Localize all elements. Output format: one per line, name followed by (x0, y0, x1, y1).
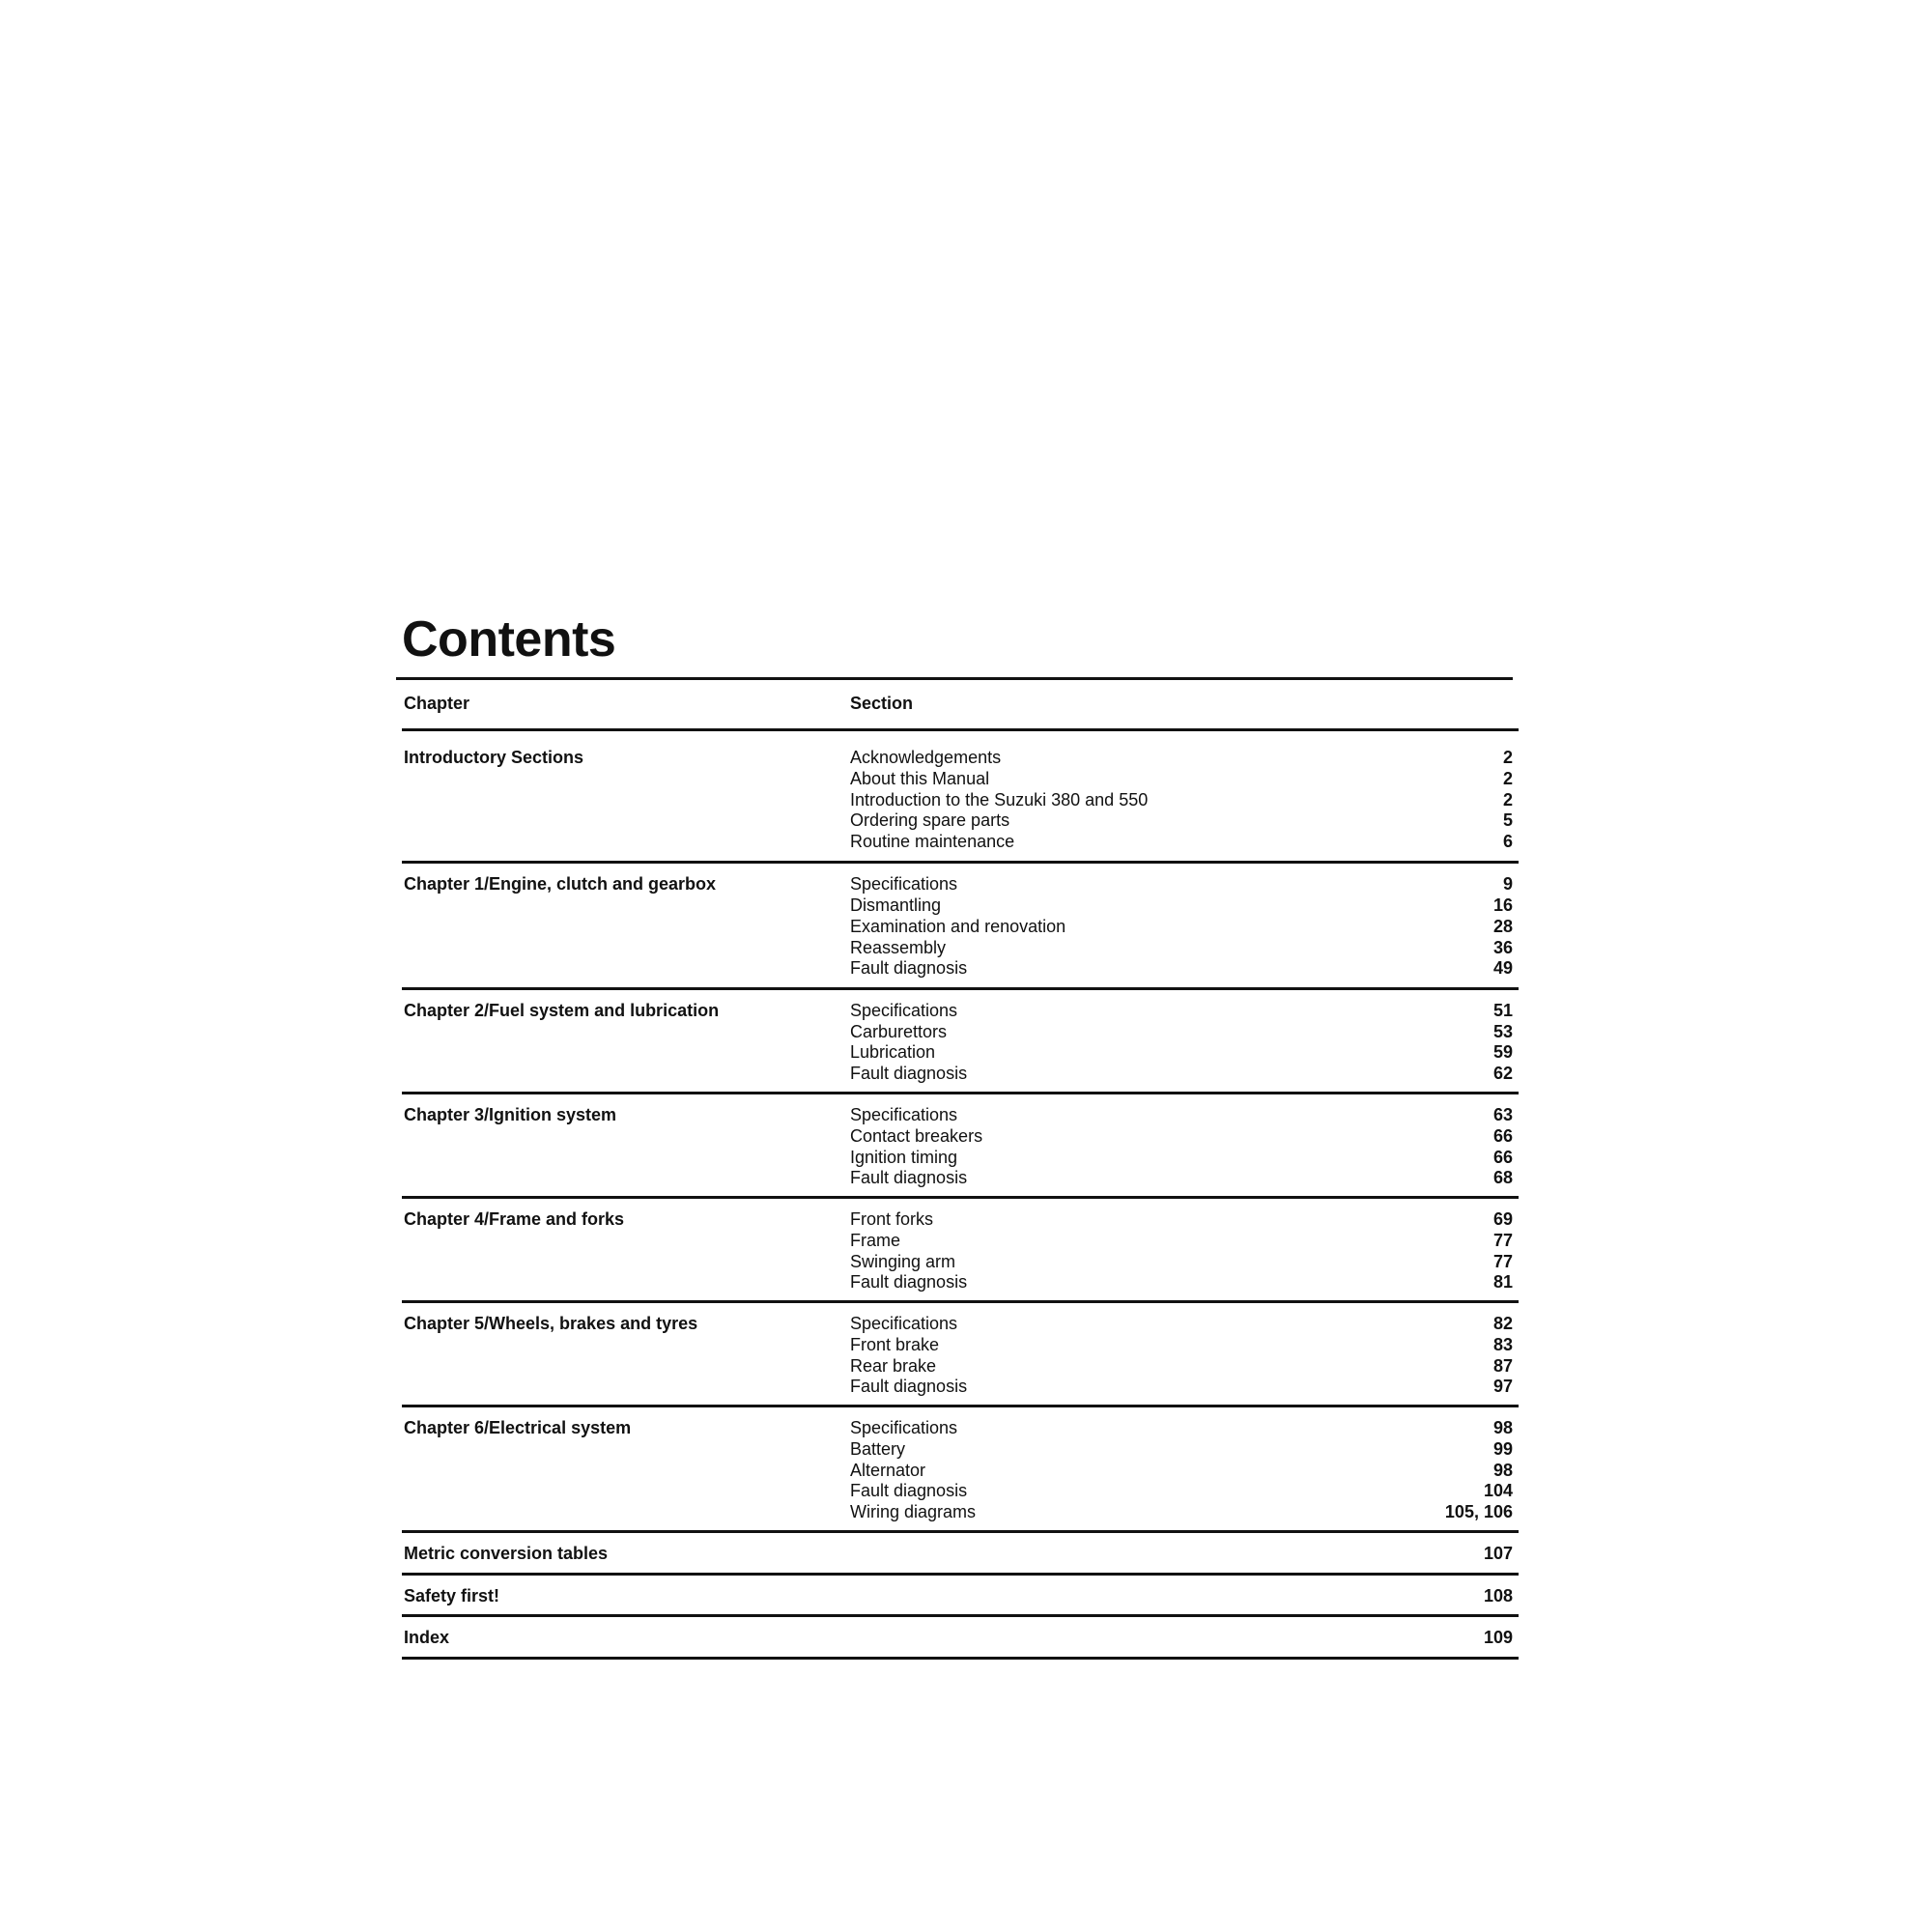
section-name: Introduction to the Suzuki 380 and 550 (850, 790, 1149, 810)
page-number: 66 (1492, 1148, 1513, 1167)
group-rule (402, 1530, 1519, 1533)
section-name: Battery (850, 1439, 906, 1459)
group-rule (402, 861, 1519, 864)
page-number: 59 (1492, 1042, 1513, 1062)
page-number: 49 (1492, 958, 1513, 978)
page-number: 2 (1502, 748, 1513, 767)
toc-entry-metric-conversion: Metric conversion tables (404, 1544, 609, 1563)
page-number: 9 (1502, 874, 1513, 894)
page-number: 53 (1492, 1022, 1513, 1041)
title-rule (396, 677, 1513, 680)
section-name: Ignition timing (850, 1148, 958, 1167)
entry-rule (402, 1657, 1519, 1660)
section-name: Fault diagnosis (850, 1168, 968, 1187)
section-name: Fault diagnosis (850, 1377, 968, 1396)
section-name: Wiring diagrams (850, 1502, 977, 1521)
chapter-title: Chapter 2/Fuel system and lubrication (404, 1001, 720, 1020)
page-number: 77 (1492, 1231, 1513, 1250)
group-rule (402, 1300, 1519, 1303)
page-number: 105, 106 (1444, 1502, 1513, 1521)
page-number: 69 (1492, 1209, 1513, 1229)
page-number: 104 (1483, 1481, 1513, 1500)
toc-entry-safety-first: Safety first! (404, 1586, 500, 1605)
page-number: 99 (1492, 1439, 1513, 1459)
chapter-title: Chapter 1/Engine, clutch and gearbox (404, 874, 717, 894)
page-number: 97 (1492, 1377, 1513, 1396)
page-number: 2 (1502, 790, 1513, 810)
entry-rule (402, 1573, 1519, 1576)
page-number: 63 (1492, 1105, 1513, 1124)
group-rule (402, 1092, 1519, 1094)
chapter-title: Chapter 6/Electrical system (404, 1418, 632, 1437)
section-name: Rear brake (850, 1356, 937, 1376)
page-number: 28 (1492, 917, 1513, 936)
section-name: Acknowledgements (850, 748, 1002, 767)
page-number: 82 (1492, 1314, 1513, 1333)
header-rule (402, 728, 1519, 731)
page-number: 81 (1492, 1272, 1513, 1292)
page-number: 68 (1492, 1168, 1513, 1187)
section-name: Fault diagnosis (850, 1481, 968, 1500)
section-name: Front forks (850, 1209, 934, 1229)
page-number: 108 (1483, 1586, 1513, 1605)
page-number: 2 (1502, 769, 1513, 788)
section-name: Specifications (850, 1418, 958, 1437)
section-name: Specifications (850, 874, 958, 894)
section-name: Carburettors (850, 1022, 948, 1041)
section-name: Dismantling (850, 895, 942, 915)
page-title: Contents (402, 611, 616, 668)
group-rule (402, 1196, 1519, 1199)
page-number: 6 (1502, 832, 1513, 851)
section-name: Fault diagnosis (850, 1272, 968, 1292)
page-number: 62 (1492, 1064, 1513, 1083)
section-name: Swinging arm (850, 1252, 956, 1271)
page-number: 66 (1492, 1126, 1513, 1146)
group-rule (402, 987, 1519, 990)
toc-entry-index: Index (404, 1628, 450, 1647)
header-section: Section (850, 694, 914, 713)
page-number: 77 (1492, 1252, 1513, 1271)
page-number: 109 (1483, 1628, 1513, 1647)
section-name: Ordering spare parts (850, 810, 1010, 830)
chapter-title: Chapter 3/Ignition system (404, 1105, 617, 1124)
chapter-title: Chapter 4/Frame and forks (404, 1209, 625, 1229)
page-number: 36 (1492, 938, 1513, 957)
page-number: 83 (1492, 1335, 1513, 1354)
section-name: Frame (850, 1231, 901, 1250)
section-name: Reassembly (850, 938, 947, 957)
section-name: Routine maintenance (850, 832, 1015, 851)
header-chapter: Chapter (404, 694, 470, 713)
section-name: Specifications (850, 1001, 958, 1020)
page-number: 87 (1492, 1356, 1513, 1376)
section-name: Front brake (850, 1335, 940, 1354)
section-name: Fault diagnosis (850, 1064, 968, 1083)
page-number: 98 (1492, 1418, 1513, 1437)
section-name: Lubrication (850, 1042, 936, 1062)
section-name: Fault diagnosis (850, 958, 968, 978)
section-name: About this Manual (850, 769, 990, 788)
page-number: 5 (1502, 810, 1513, 830)
group-rule (402, 1405, 1519, 1407)
page-number: 107 (1483, 1544, 1513, 1563)
entry-rule (402, 1614, 1519, 1617)
page-number: 51 (1492, 1001, 1513, 1020)
page-number: 16 (1492, 895, 1513, 915)
chapter-title: Introductory Sections (404, 748, 584, 767)
section-name: Alternator (850, 1461, 926, 1480)
section-name: Contact breakers (850, 1126, 983, 1146)
section-name: Examination and renovation (850, 917, 1066, 936)
chapter-title: Chapter 5/Wheels, brakes and tyres (404, 1314, 698, 1333)
section-name: Specifications (850, 1314, 958, 1333)
section-name: Specifications (850, 1105, 958, 1124)
page-number: 98 (1492, 1461, 1513, 1480)
